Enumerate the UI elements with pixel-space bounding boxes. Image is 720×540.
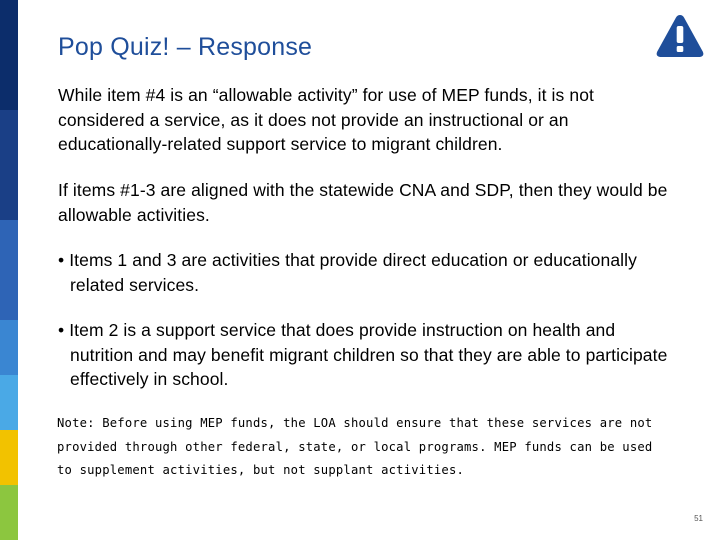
sidebar-segment-mid-blue bbox=[0, 320, 18, 375]
sidebar-color-band bbox=[0, 0, 18, 540]
sidebar-segment-dark-blue bbox=[0, 110, 18, 220]
note-text: Note: Before using MEP funds, the LOA should ensure that these services are not provided through other federal, state, or local programs. MEP funds can be used to supplement activities, but not supplant activities. bbox=[57, 416, 653, 477]
page-number: 51 bbox=[694, 514, 703, 523]
sidebar-segment-green bbox=[0, 485, 18, 540]
bullet-item-2: • Item 2 is a support service that does provide instruction on health and nutrition and may benefit migrant children so that they are able to participate effectively in school. bbox=[58, 320, 668, 389]
paragraph-explanation: While item #4 is an “allowable activity” for use of MEP funds, it is not considered a service, as it does not provide an instructional or an educationally-related support service to migrant children. bbox=[58, 85, 594, 154]
sidebar-segment-light-blue bbox=[0, 375, 18, 430]
warning-triangle-icon bbox=[654, 12, 706, 60]
sidebar-segment-navy bbox=[0, 0, 18, 110]
slide-title: Pop Quiz! – Response bbox=[58, 33, 313, 61]
sidebar-segment-blue bbox=[0, 220, 18, 320]
bullet-item-1: • Items 1 and 3 are activities that provide direct education or educationally related services. bbox=[58, 250, 638, 295]
sidebar-segment-yellow bbox=[0, 430, 18, 485]
paragraph-alignment: If items #1-3 are aligned with the statewide CNA and SDP, then they would be allowable activities. bbox=[58, 180, 668, 225]
